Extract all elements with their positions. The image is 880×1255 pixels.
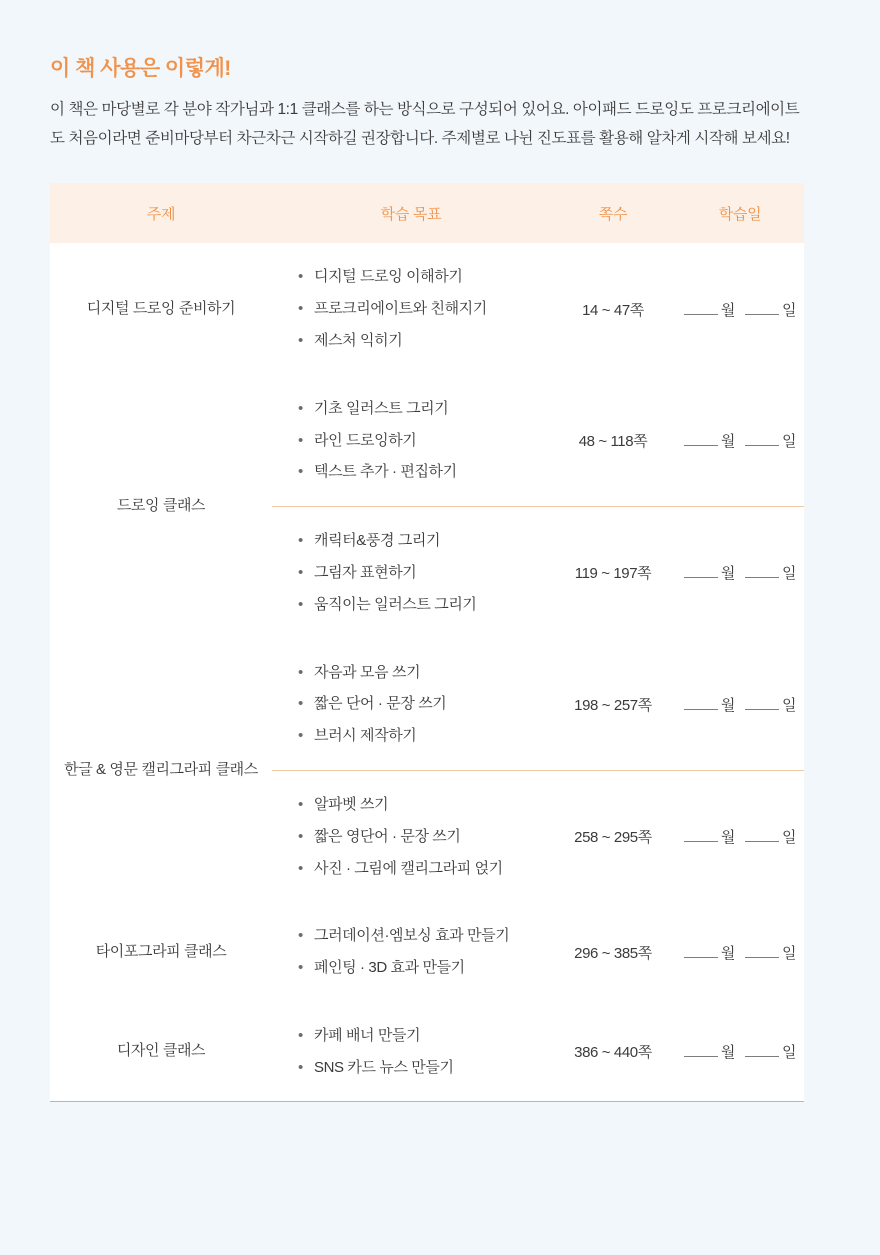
date-unit-month: 월 xyxy=(720,829,735,847)
list-item: • 사진 · 그림에 캘리그라피 얹기 xyxy=(298,853,536,885)
cell-pages: 198 ~ 257쪽 xyxy=(550,639,676,771)
date-blank-day[interactable] xyxy=(745,828,779,842)
column-header-date: 학습일 xyxy=(676,183,804,243)
page-title: 이 책 사용은 이렇게! xyxy=(50,57,231,80)
table-row xyxy=(50,375,804,507)
cell-goals xyxy=(272,902,550,1002)
list-item: • 알파벳 쓰기 xyxy=(298,789,536,821)
date-blank-day[interactable] xyxy=(745,564,779,578)
date-unit-day: 일 xyxy=(782,432,797,450)
date-unit-month: 월 xyxy=(720,944,735,962)
cell-study-date xyxy=(676,243,804,374)
list-item: • 짧은 단어 · 문장 쓰기 xyxy=(298,688,536,720)
cell-goals xyxy=(272,1002,550,1102)
table-row xyxy=(50,1002,804,1102)
cell-topic: 디자인 클래스 xyxy=(50,1002,272,1102)
table-row xyxy=(50,639,804,771)
cell-study-date xyxy=(676,507,804,639)
list-item: • 카페 배너 만들기 xyxy=(298,1020,536,1052)
date-unit-month: 월 xyxy=(720,565,735,583)
cell-pages: 386 ~ 440쪽 xyxy=(550,1002,676,1102)
goal-list xyxy=(298,525,536,620)
date-blank-month[interactable] xyxy=(684,432,718,446)
table-header xyxy=(50,183,804,243)
goal-list xyxy=(298,261,536,356)
study-plan-table xyxy=(50,183,804,1102)
date-unit-day: 일 xyxy=(782,944,797,962)
cell-goals xyxy=(272,375,550,507)
list-item: • 움직이는 일러스트 그리기 xyxy=(298,589,536,621)
cell-goals xyxy=(272,507,550,639)
cell-pages: 296 ~ 385쪽 xyxy=(550,902,676,1002)
date-blank-day[interactable] xyxy=(745,696,779,710)
intro-paragraph: 이 책은 마당별로 각 분야 작가님과 1:1 클래스를 하는 방식으로 구성되어 있어요. 아이패드 드로잉도 프로크리에이트도 처음이라면 준비마당부터 차근차근 시작하길 권장합니다. 주제별로 나뉜 진도표를 활용해 알차게 시작해 보세요! xyxy=(50,101,800,147)
list-item: • 자음과 모음 쓰기 xyxy=(298,657,536,689)
list-item: • 그러데이션·엠보싱 효과 만들기 xyxy=(298,920,536,952)
column-header-goal: 학습 목표 xyxy=(272,183,550,243)
date-unit-day: 일 xyxy=(782,696,797,714)
cell-study-date xyxy=(676,375,804,507)
column-header-pages: 쪽수 xyxy=(550,183,676,243)
cell-study-date xyxy=(676,1002,804,1102)
date-blank-day[interactable] xyxy=(745,301,779,315)
list-item: • 라인 드로잉하기 xyxy=(298,425,536,457)
cell-goals xyxy=(272,770,550,902)
list-item: • 텍스트 추가 · 편집하기 xyxy=(298,456,536,488)
cell-topic: 타이포그라피 클래스 xyxy=(50,902,272,1002)
date-unit-day: 일 xyxy=(782,565,797,583)
list-item: • 디지털 드로잉 이해하기 xyxy=(298,261,536,293)
date-unit-day: 일 xyxy=(782,829,797,847)
cell-goals xyxy=(272,639,550,771)
list-item: • 페인팅 · 3D 효과 만들기 xyxy=(298,952,536,984)
list-item: • 그림자 표현하기 xyxy=(298,557,536,589)
date-unit-month: 월 xyxy=(720,696,735,714)
date-blank-month[interactable] xyxy=(684,944,718,958)
list-item: • SNS 카드 뉴스 만들기 xyxy=(298,1052,536,1084)
cell-topic: 드로잉 클래스 xyxy=(50,375,272,639)
list-item: • 브러시 제작하기 xyxy=(298,720,536,752)
date-unit-day: 일 xyxy=(782,1044,797,1062)
date-blank-day[interactable] xyxy=(745,432,779,446)
table-row xyxy=(50,902,804,1002)
date-blank-month[interactable] xyxy=(684,1043,718,1057)
date-blank-month[interactable] xyxy=(684,828,718,842)
list-item: • 제스처 익히기 xyxy=(298,325,536,357)
cell-study-date xyxy=(676,639,804,771)
cell-study-date xyxy=(676,902,804,1002)
cell-topic: 디지털 드로잉 준비하기 xyxy=(50,243,272,374)
date-blank-month[interactable] xyxy=(684,696,718,710)
date-blank-day[interactable] xyxy=(745,1043,779,1057)
goal-list xyxy=(298,920,536,984)
list-item: • 프로크리에이트와 친해지기 xyxy=(298,293,536,325)
date-unit-month: 월 xyxy=(720,432,735,450)
table-row xyxy=(50,243,804,374)
cell-topic: 한글 & 영문 캘리그라피 클래스 xyxy=(50,639,272,903)
date-blank-month[interactable] xyxy=(684,564,718,578)
goal-list xyxy=(298,1020,536,1084)
goal-list xyxy=(298,393,536,488)
table-body xyxy=(50,243,804,1102)
date-unit-month: 월 xyxy=(720,301,735,319)
date-blank-day[interactable] xyxy=(745,944,779,958)
cell-pages: 14 ~ 47쪽 xyxy=(550,243,676,374)
cell-goals xyxy=(272,243,550,374)
list-item: • 기초 일러스트 그리기 xyxy=(298,393,536,425)
table-header-row xyxy=(50,183,804,243)
list-item: • 짧은 영단어 · 문장 쓰기 xyxy=(298,821,536,853)
list-item: • 캐릭터&풍경 그리기 xyxy=(298,525,536,557)
cell-pages: 258 ~ 295쪽 xyxy=(550,770,676,902)
column-header-topic: 주제 xyxy=(50,183,272,243)
cell-study-date xyxy=(676,770,804,902)
cell-pages: 119 ~ 197쪽 xyxy=(550,507,676,639)
cell-pages: 48 ~ 118쪽 xyxy=(550,375,676,507)
goal-list xyxy=(298,657,536,752)
goal-list xyxy=(298,789,536,884)
date-unit-month: 월 xyxy=(720,1044,735,1062)
date-blank-month[interactable] xyxy=(684,301,718,315)
date-unit-day: 일 xyxy=(782,301,797,319)
